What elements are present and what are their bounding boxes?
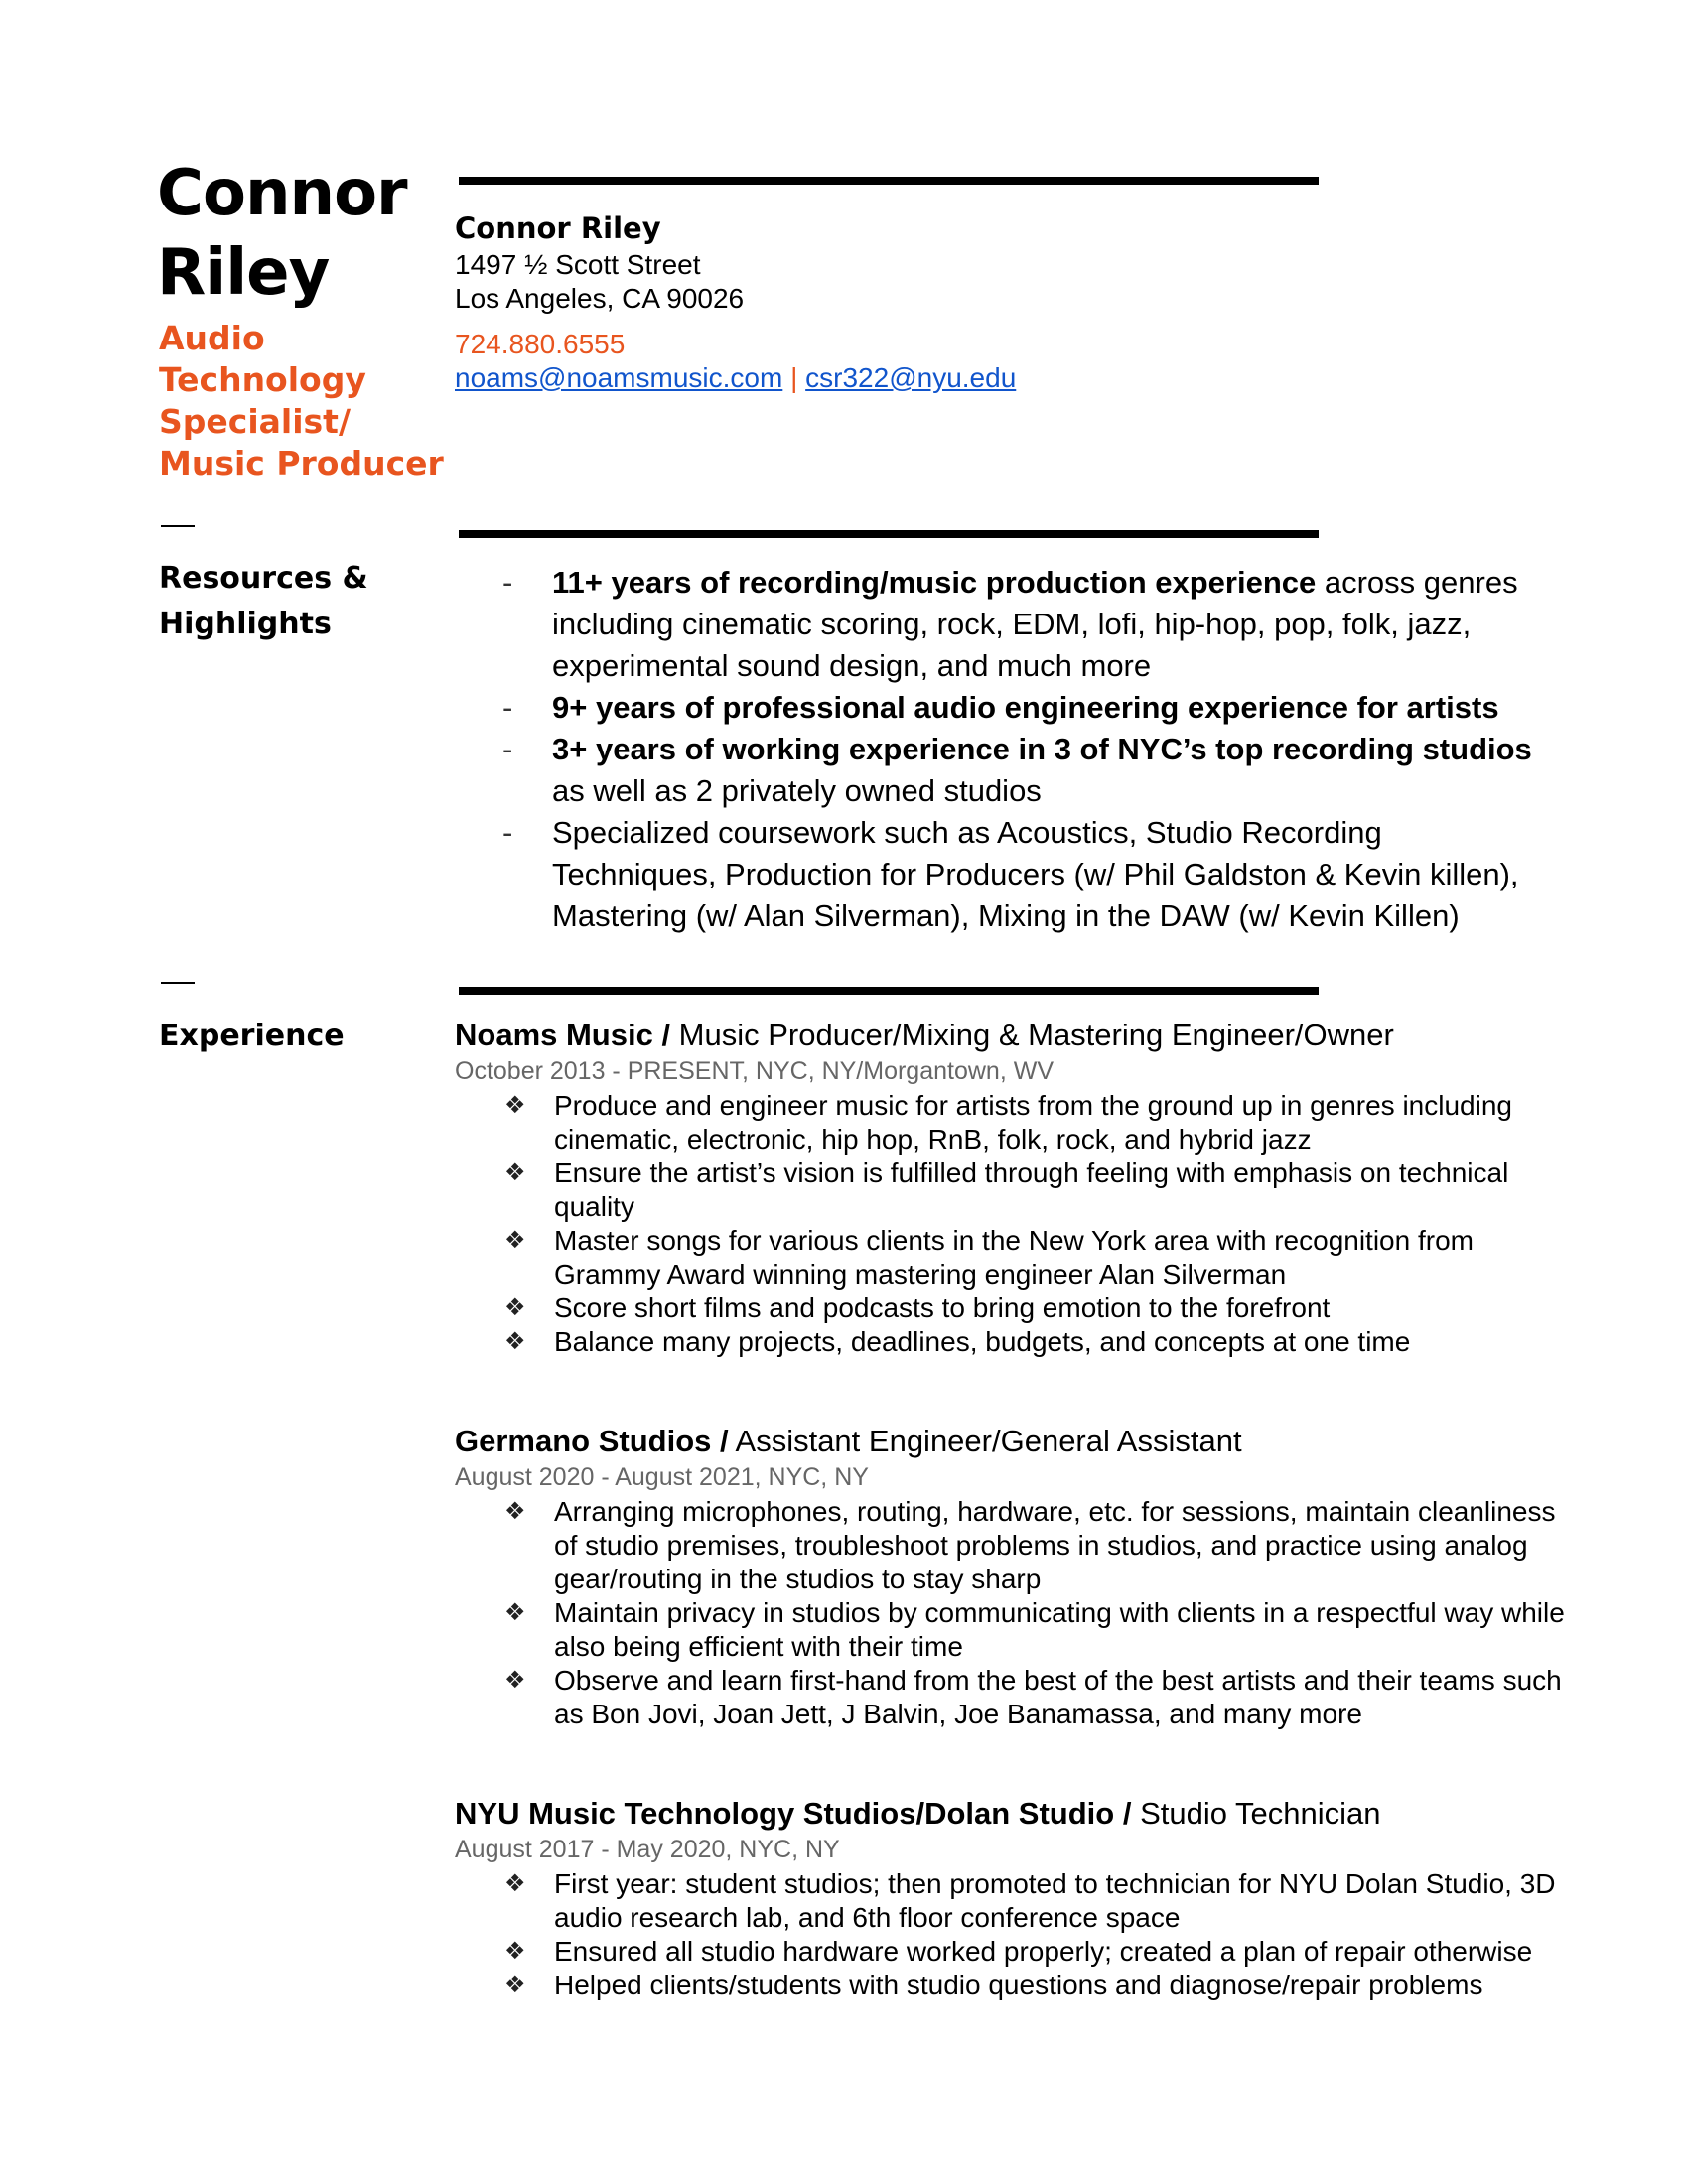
role-line: Specialist/	[159, 402, 352, 441]
diamond-bullet-icon: ❖	[504, 1498, 526, 1525]
highlight-bold: 9+ years of professional audio engineering experience for artists	[552, 690, 1499, 725]
job-bullet-text: Maintain privacy in studios by communicating with clients in a respectful way while also being efficient with their time	[554, 1597, 1565, 1662]
diamond-bullet-icon: ❖	[504, 1599, 526, 1626]
job-position: Music Producer/Mixing & Mastering Engineer/Owner	[670, 1018, 1394, 1052]
role-line: Music Producer	[159, 444, 444, 482]
job-bullet	[455, 1935, 1577, 1969]
job-dates: October 2013 - PRESENT, NYC, NY/Morgantown, WV	[455, 1057, 1054, 1085]
job-bullet	[455, 1664, 1577, 1731]
job-entry	[455, 1016, 1577, 1359]
email-link-noams[interactable]: noams@noamsmusic.com	[455, 362, 783, 393]
job-bullet	[455, 1292, 1577, 1325]
job-bullet-text: Ensured all studio hardware worked properly; created a plan of repair otherwise	[554, 1936, 1533, 1967]
role-line: Audio	[159, 319, 265, 357]
job-title	[455, 1422, 1577, 1461]
job-bullet	[455, 1867, 1577, 1935]
divider-highlights	[459, 530, 1319, 538]
job-bullet-list	[455, 1495, 1577, 1731]
job-bullet-text: Arranging microphones, routing, hardware, etc. for sessions, maintain cleanliness of studio premises, troubleshoot problems in studios, and practice using analog gear/routing in the studios to stay sharp	[554, 1496, 1556, 1594]
divider-top	[459, 177, 1319, 185]
contact-address: 1497 ½ Scott Street	[455, 249, 701, 280]
section-title-highlights	[159, 556, 368, 647]
job-bullet	[455, 1157, 1577, 1224]
role-line: Technology	[159, 360, 366, 399]
resume-role	[159, 318, 444, 484]
job-bullet	[455, 1325, 1577, 1359]
job-bullet-list	[455, 1089, 1577, 1359]
job-bullet-text: Produce and engineer music for artists from the ground up in genres including cinematic, electronic, hip hop, RnB, folk, rock, and hybrid jazz	[554, 1090, 1512, 1155]
job-bullet-text: Observe and learn first-hand from the best of the best artists and their teams such as Bon Jovi, Joan Jett, J Balvin, Joe Banamassa, and many more	[554, 1665, 1562, 1729]
email-link-nyu[interactable]: csr322@nyu.edu	[805, 362, 1017, 393]
diamond-bullet-icon: ❖	[504, 1328, 526, 1355]
job-bullet-text: Score short films and podcasts to bring emotion to the forefront	[554, 1293, 1331, 1323]
job-bullet-text: Balance many projects, deadlines, budgets, and concepts at one time	[554, 1326, 1411, 1357]
name-first: Connor	[157, 157, 407, 230]
highlight-item	[500, 687, 1553, 729]
highlight-text: across genres including cinematic scoring, rock, EDM, lofi, hip-hop, pop, folk, jazz, experimental sound design, and much more	[552, 565, 1518, 683]
highlight-item	[500, 812, 1553, 937]
job-title	[455, 1016, 1577, 1055]
job-bullet	[455, 1089, 1577, 1157]
job-bullet-text: Ensure the artist’s vision is fulfilled through feeling with emphasis on technical quality	[554, 1158, 1509, 1222]
job-company: Noams Music /	[455, 1018, 671, 1052]
name-last: Riley	[157, 236, 330, 310]
job-bullet-text: Master songs for various clients in the New York area with recognition from Grammy Award winning mastering engineer Alan Silverman	[554, 1225, 1474, 1290]
job-bullet	[455, 1969, 1577, 2002]
diamond-bullet-icon: ❖	[504, 1870, 526, 1897]
job-bullet	[455, 1224, 1577, 1292]
highlight-item	[500, 562, 1553, 687]
job-bullet	[455, 1596, 1577, 1664]
diamond-bullet-icon: ❖	[504, 1972, 526, 1998]
job-bullet-text: First year: student studios; then promoted to technician for NYU Dolan Studio, 3D audio research lab, and 6th floor conference space	[554, 1868, 1556, 1933]
section-title-line: Resources &	[159, 561, 368, 596]
diamond-bullet-icon: ❖	[504, 1667, 526, 1694]
job-title	[455, 1794, 1577, 1834]
job-position: Assistant Engineer/General Assistant	[728, 1424, 1242, 1458]
highlight-bold: 3+ years of working experience in 3 of NYC’s top recording studios	[552, 732, 1532, 766]
contact-block	[455, 208, 1016, 395]
job-entry	[455, 1422, 1577, 1731]
diamond-bullet-icon: ❖	[504, 1938, 526, 1965]
section-dash	[161, 525, 195, 527]
contact-emails	[455, 361, 1016, 395]
job-entry	[455, 1794, 1577, 2002]
job-dates: August 2017 - May 2020, NYC, NY	[455, 1836, 840, 1863]
diamond-bullet-icon: ❖	[504, 1092, 526, 1119]
contact-name: Connor Riley	[455, 211, 661, 245]
job-company: Germano Studios /	[455, 1424, 729, 1458]
job-position: Studio Technician	[1131, 1796, 1381, 1831]
divider-experience	[459, 987, 1319, 995]
resume-name	[157, 154, 407, 313]
highlight-item	[500, 729, 1553, 812]
highlight-text: Specialized coursework such as Acoustics, Studio Recording Techniques, Production for Producers (w/ Phil Galdston & Kevin killen), Mastering (w/ Alan Silverman), Mixing in the DAW (w/ Kevin Killen)	[552, 815, 1519, 933]
section-title-line: Highlights	[159, 607, 332, 641]
section-dash	[161, 982, 195, 984]
job-dates: August 2020 - August 2021, NYC, NY	[455, 1463, 869, 1491]
job-bullet-list	[455, 1867, 1577, 2002]
highlight-bold: 11+ years of recording/music production experience	[552, 565, 1317, 600]
contact-phone: 724.880.6555	[455, 329, 626, 359]
highlight-text: as well as 2 privately owned studios	[552, 773, 1042, 808]
job-bullet	[455, 1495, 1577, 1596]
contact-city: Los Angeles, CA 90026	[455, 283, 745, 314]
job-company: NYU Music Technology Studios/Dolan Studio /	[455, 1796, 1132, 1831]
diamond-bullet-icon: ❖	[504, 1160, 526, 1186]
email-separator: |	[790, 362, 798, 393]
highlights-list	[500, 562, 1553, 937]
diamond-bullet-icon: ❖	[504, 1227, 526, 1254]
job-bullet-text: Helped clients/students with studio questions and diagnose/repair problems	[554, 1970, 1483, 2000]
diamond-bullet-icon: ❖	[504, 1295, 526, 1321]
section-title-experience: Experience	[159, 1019, 345, 1053]
